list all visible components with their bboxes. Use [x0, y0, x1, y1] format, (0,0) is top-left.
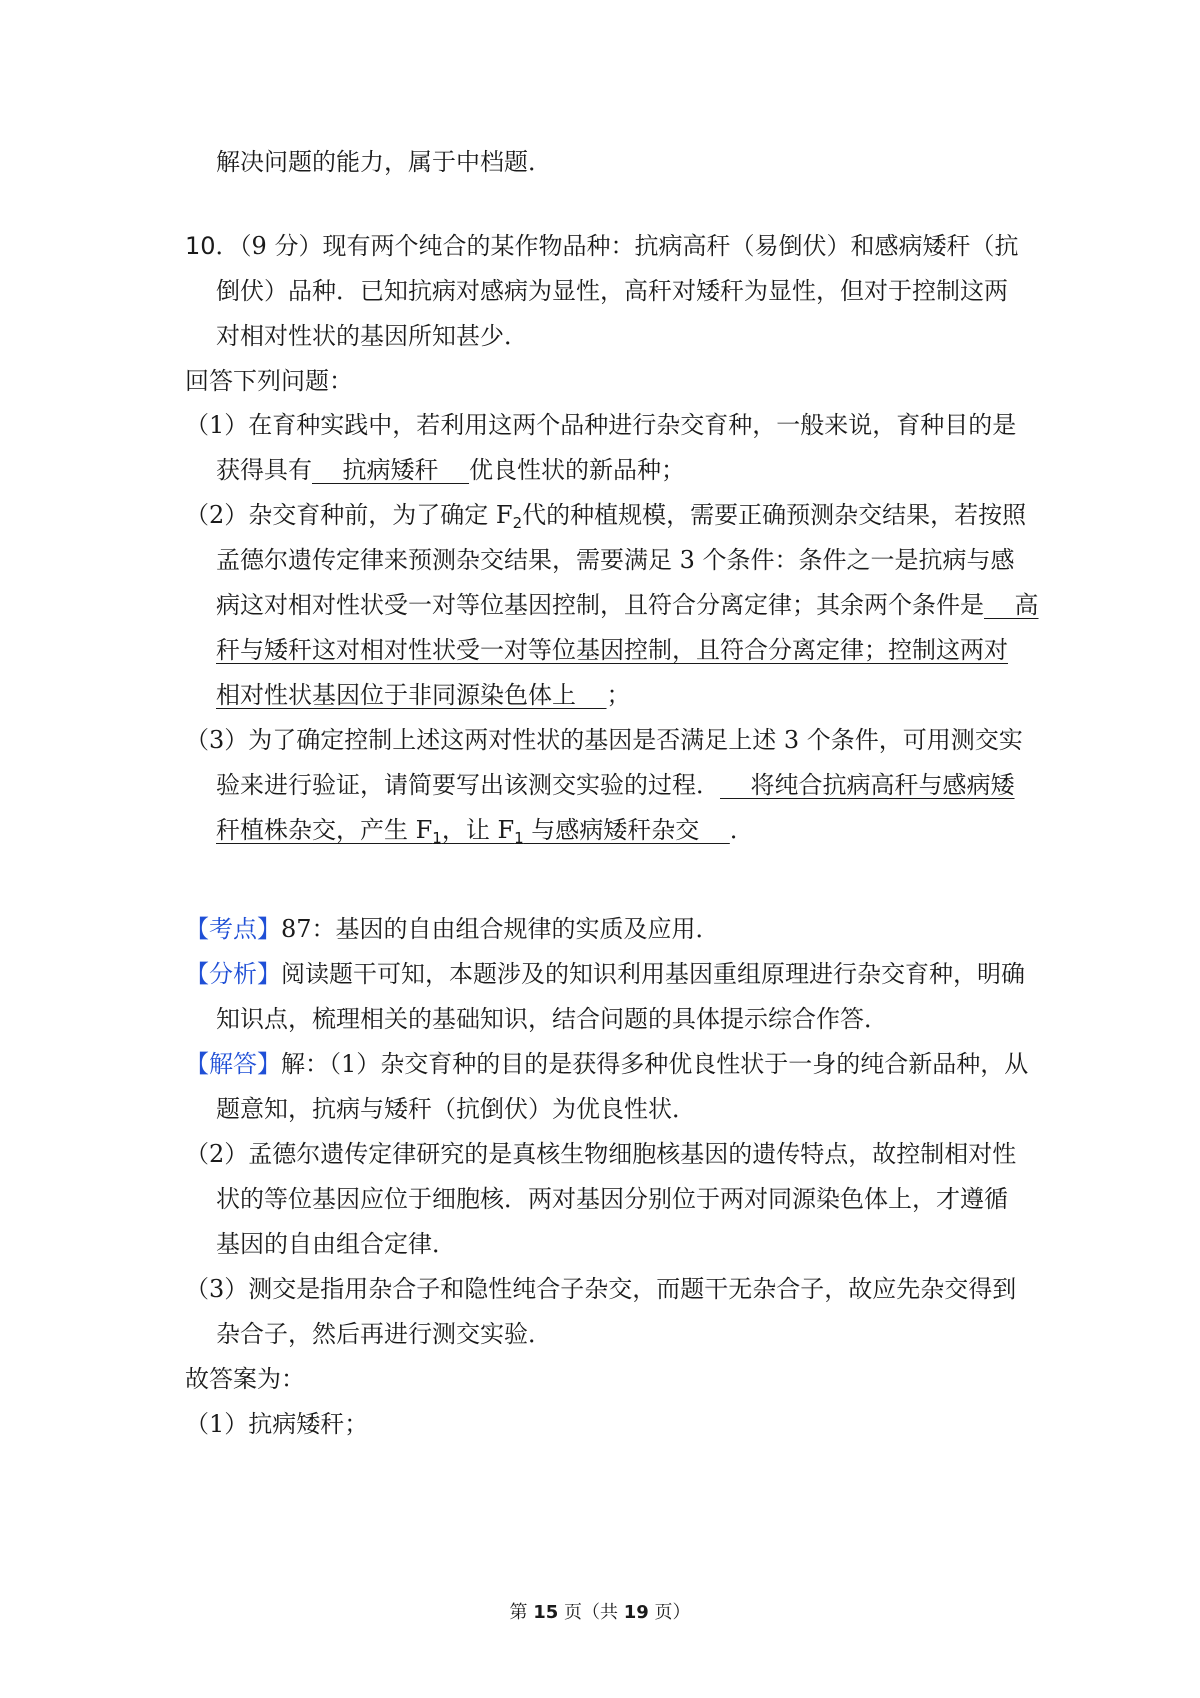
jieda-text-1: 解：（1）杂交育种的目的是获得多种优良性状于一身的纯合新品种，从	[281, 1050, 1029, 1078]
subq2-answer-middle: 秆与矮秆这对相对性状受一对等位基因控制，且符合分离定律；控制这两对	[216, 636, 1008, 664]
footer-total-pages: 19	[623, 1602, 649, 1623]
subq1-suffix: 优良性状的新品种；	[469, 456, 686, 484]
kaodian-text: 87：基因的自由组合规律的实质及应用．	[281, 915, 720, 943]
question-stem-1: （9 分）现有两个纯合的某作物品种：抗病高秆（易倒伏）和感病矮秆（抗	[239, 232, 1019, 260]
kaodian-label: 【考点】	[185, 915, 281, 943]
subq1-prefix: 获得具有	[216, 456, 312, 484]
subq3-ans-b: ，让 F	[441, 816, 515, 844]
subq3-answer-end	[216, 816, 730, 847]
subq3-l3-post: ．	[729, 816, 754, 844]
solution-p3-line-1: （3）测交是指用杂合子和隐性纯合子杂交，而题干无杂合子，故应先杂交得到	[185, 1275, 1017, 1303]
subq2-line-3	[216, 589, 1039, 621]
subq1-line-2	[216, 454, 685, 486]
subq3-sub-1b: 1	[514, 829, 524, 847]
fenxi-line-1	[185, 958, 1025, 990]
subq2-answer-start: 高	[984, 591, 1039, 619]
jieda-text-2: 题意知，抗病与矮秆（抗倒伏）为优良性状．	[216, 1095, 696, 1123]
answer-heading: 故答案为：	[185, 1365, 305, 1393]
question-stem-3: 对相对性状的基因所知甚少．	[216, 322, 528, 350]
subq2-l3-pre: 病这对相对性状受一对等位基因控制，且符合分离定律；其余两个条件是	[216, 591, 984, 619]
subq3-line-1: （3）为了确定控制上述这两对性状的基因是否满足上述 3 个条件，可用测交实	[185, 726, 1023, 754]
subq2-l1-post: 代的种植规模，需要正确预测杂交结果，若按照	[522, 501, 1027, 529]
subq2-answer-end: 相对性状基因位于非同源染色体上	[216, 681, 607, 709]
footer-mid: 页（共	[558, 1602, 624, 1623]
solution-p2-line-1: （2）孟德尔遗传定律研究的是真核生物细胞核基因的遗传特点，故控制相对性	[185, 1140, 1017, 1168]
solution-p3-line-2: 杂合子，然后再进行测交实验．	[216, 1320, 552, 1348]
subq2-line-5	[216, 679, 631, 711]
footer-post: 页）	[648, 1602, 691, 1623]
subq3-answer-start: 将纯合抗病高秆与感病矮	[720, 771, 1015, 799]
question-stem-2: 倒伏）品种．已知抗病对感病为显性，高秆对矮秆为显性，但对于控制这两	[216, 277, 1008, 305]
answer-1: （1）抗病矮秆；	[185, 1410, 369, 1438]
subq2-l5-post: ；	[606, 681, 631, 709]
subq3-line-3	[216, 814, 754, 846]
question-10-line-1	[185, 230, 1018, 262]
footer-pre: 第	[509, 1602, 534, 1623]
subq1-answer: 抗病矮秆	[312, 456, 470, 484]
kaodian-line	[185, 913, 720, 945]
footer-page-number: 15	[533, 1602, 559, 1623]
solution-p2-line-2: 状的等位基因应位于细胞核．两对基因分别位于两对同源染色体上，才遵循	[216, 1185, 1008, 1213]
subq3-l2-pre: 验来进行验证，请简要写出该测交实验的过程．	[216, 771, 720, 799]
prev-answer-tail: 解决问题的能力，属于中档题．	[216, 148, 552, 176]
jieda-line-1	[185, 1048, 1028, 1080]
subq3-sub-1a: 1	[432, 829, 442, 847]
subq3-line-2	[216, 769, 1015, 801]
fenxi-label: 【分析】	[185, 960, 281, 988]
subq2-line-2: 孟德尔遗传定律来预测杂交结果，需要满足 3 个条件：条件之一是抗病与感	[216, 546, 1015, 574]
subq2-sub-2: 2	[512, 514, 523, 532]
page-footer	[0, 1601, 1200, 1625]
jieda-label: 【解答】	[185, 1050, 281, 1078]
subq2-line-4	[216, 634, 1008, 666]
subq1-line-1: （1）在育种实践中，若利用这两个品种进行杂交育种，一般来说，育种目的是	[185, 411, 1017, 439]
subq3-ans-a: 秆植株杂交，产生 F	[216, 816, 433, 844]
fenxi-text-2: 知识点，梳理相关的基础知识，结合问题的具体提示综合作答．	[216, 1005, 888, 1033]
subq2-line-1	[185, 499, 1026, 531]
subq2-l1-pre: （2）杂交育种前，为了确定 F	[185, 501, 513, 529]
solution-p2-line-3: 基因的自由组合定律．	[216, 1230, 456, 1258]
subq3-ans-c: 与感病矮秆杂交	[523, 816, 730, 844]
fenxi-text-1: 阅读题干可知，本题涉及的知识利用基因重组原理进行杂交育种，明确	[281, 960, 1025, 988]
question-number: 10．	[185, 232, 240, 260]
question-prompt: 回答下列问题：	[185, 367, 353, 395]
